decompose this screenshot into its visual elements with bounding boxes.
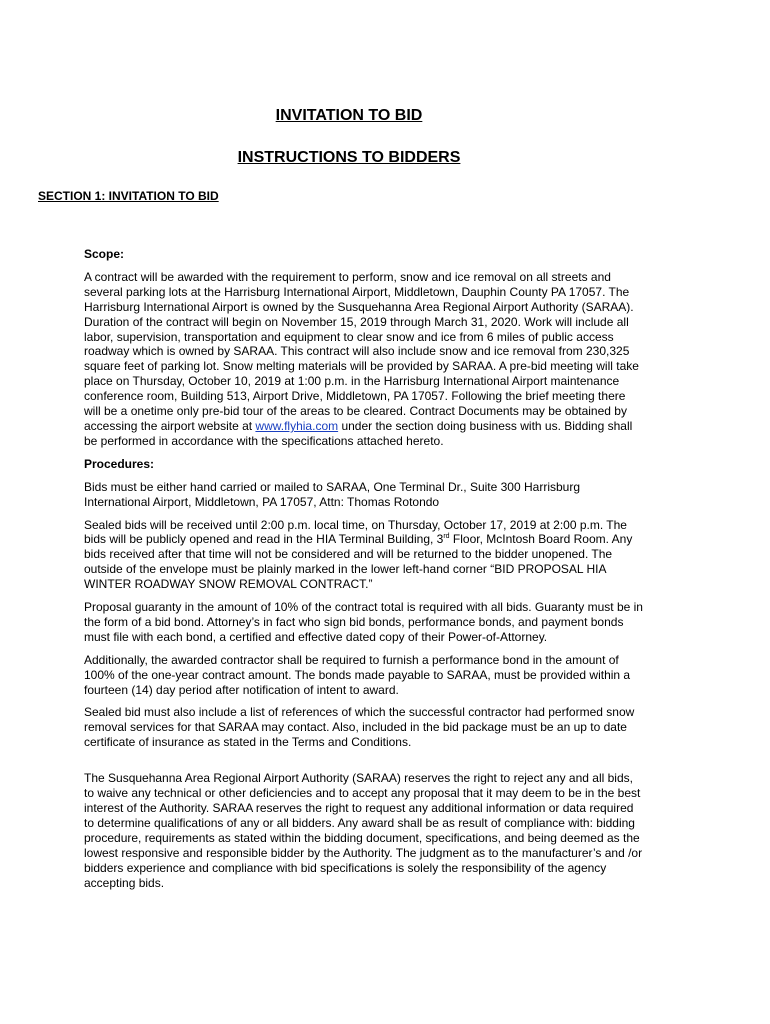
- procedures-paragraph-4: Additionally, the awarded contractor shall be required to furnish a performance bond in the amount of 100% of the one-year contract amount. The bonds made payable to SARAA, must be provided within a fourteen (14) day period after notification of intent to award.: [84, 652, 631, 697]
- scope-text: A contract will be awarded with the requirement to perform, snow and ice removal on all streets and several parking lots at the Harrisburg International Airport, Middletown, Dauphin County PA 17057. The Harrisburg International Airport is owned by the Susquehanna Area Regional Airport Authority (SARAA). Duration of the contract will begin on November 15, 2019 through March 31, 2020. Work will include all labor, supervision, transportation and equipment to clear snow and ice from 6 miles of public access roadway which is owned by SARAA. This contract will also include snow and ice removal from 230,325 square feet of parking lot. Snow melting materials will be provided by SARAA. A pre-bid meeting will take place on Thursday, October 10, 2019 at 1:00 p.m. in the Harrisburg International Airport maintenance conference room, Building 513, Airport Drive, Middletown, PA 17057. Following the brief meeting there will be a onetime only pre-bid tour of the areas to be cleared. Contract Documents may be obtained by accessing the airport website at: [84, 269, 639, 433]
- scope-text-end: under the section doing business with us. Bidding shall be performed in accordance with the specifications attached hereto.: [84, 418, 633, 448]
- procedures-heading: Procedures:: [84, 456, 155, 471]
- procedures-paragraph-2: [84, 518, 644, 593]
- ordinal-superscript: rd: [443, 533, 450, 541]
- procedures-paragraph-1: Bids must be either hand carried or mailed to SARAA, One Terminal Dr., Suite 300 Harrisburg International Airport, Middletown, PA 17057, Attn: Thomas Rotondo: [84, 479, 581, 509]
- document-body: [84, 247, 644, 898]
- procedures-paragraph-2-text: Sealed bids will be received until 2:00 p.m. local time, on Thursday, October 17, 2019 at 2:00 p.m. The bids will be publicly opened and read in the HIA Terminal Building, 3: [84, 517, 627, 547]
- scope-paragraph: [84, 270, 644, 449]
- procedures-paragraph-3: Proposal guaranty in the amount of 10% of the contract total is required with all bids. Guaranty must be in the form of a bid bond. Attorney’s in fact who sign bid bonds, performance bonds, and payment bonds must file with each bond, a certified and effective dated copy of their Power-of-Attorney.: [84, 600, 643, 644]
- website-link[interactable]: www.flyhia.com: [255, 418, 339, 433]
- section-heading: SECTION 1: INVITATION TO BID: [38, 189, 219, 203]
- scope-heading: Scope:: [84, 247, 125, 261]
- procedures-paragraph-6: The Susquehanna Area Regional Airport Authority (SARAA) reserves the right to reject any and all bids, to waive any technical or other deficiencies and to accept any proposal that it may deem to be in the best interest of the Authority. SARAA reserves the right to request any additional information or data required to determine qualifications of any or all bidders. Any award shall be as result of compliance with: bidding procedure, requirements as stated within the bidding document, specifications, and being deemed as the lowest responsive and responsible bidder by the Authority. The judgment as to the manufacturer’s and /or bidders experience and compliance with bid specifications is solely the responsibility of the agency accepting bids.: [84, 771, 643, 890]
- document-title: INVITATION TO BID: [275, 107, 423, 124]
- document-subtitle: INSTRUCTIONS TO BIDDERS: [237, 149, 461, 166]
- procedures-paragraph-2-text-end: Floor, McIntosh Board Room. Any bids received after that time will not be considered and will be returned to the bidder unopened. The outside of the envelope must be plainly marked in the lower left-hand corner “BID PROPOSAL HIA WINTER ROADWAY SNOW REMOVAL CONTRACT.”: [84, 532, 633, 592]
- procedures-paragraph-5: Sealed bid must also include a list of references of which the successful contractor had performed snow removal services for that SARAA may contact. Also, included in the bid package must be an up to date certificate of insurance as stated in the Terms and Conditions.: [84, 705, 635, 750]
